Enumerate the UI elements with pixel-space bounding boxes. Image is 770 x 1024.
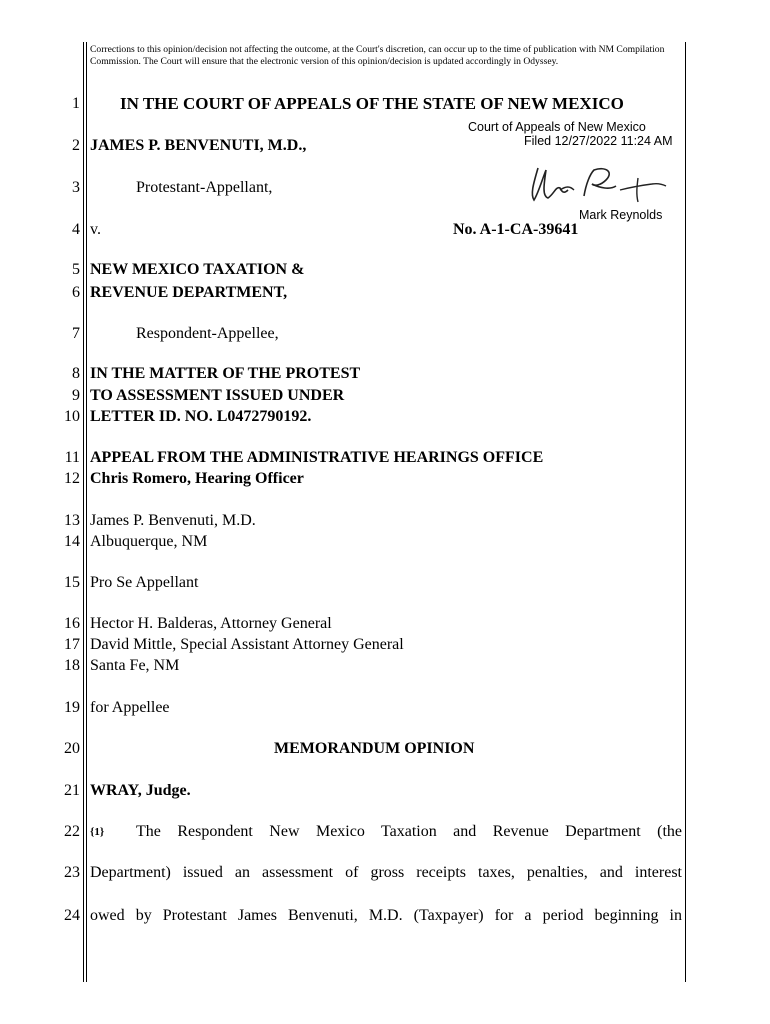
- line-number: 23: [64, 864, 80, 881]
- line-number: 24: [64, 907, 80, 924]
- signature-graphic: [520, 160, 670, 215]
- appellee-name-line1: NEW MEXICO TAXATION &: [90, 261, 305, 278]
- body-line-24: owed by Protestant James Benvenuti, M.D. (Taxpayer) for a period beginning in: [90, 907, 682, 924]
- line-number: 13: [64, 512, 80, 529]
- signature-name: Mark Reynolds: [579, 208, 663, 222]
- appellee-name-line2: REVENUE DEPARTMENT,: [90, 284, 288, 301]
- case-number: No. A-1-CA-39641: [453, 221, 579, 238]
- line-number: 22: [64, 823, 80, 840]
- line-number: 16: [64, 615, 80, 632]
- opinion-heading: MEMORANDUM OPINION: [274, 740, 475, 757]
- line-number: 11: [64, 449, 80, 466]
- appellant-name: JAMES P. BENVENUTI, M.D.,: [90, 137, 307, 154]
- versus: v.: [90, 221, 101, 238]
- line-number: 7: [72, 325, 80, 342]
- left-margin-rule: [83, 42, 84, 982]
- line-number: 4: [72, 221, 80, 238]
- matter-line3: LETTER ID. NO. L0472790192.: [90, 408, 312, 425]
- matter-line1: IN THE MATTER OF THE PROTEST: [90, 365, 361, 382]
- appellant-counsel-name: James P. Benvenuti, M.D.: [90, 512, 256, 529]
- matter-line2: TO ASSESSMENT ISSUED UNDER: [90, 387, 345, 404]
- paragraph-marker: {1}: [90, 826, 105, 838]
- line-number: 3: [72, 179, 80, 196]
- appellee-counsel-label: for Appellee: [90, 699, 170, 716]
- line-number: 9: [72, 387, 80, 404]
- line-number: 6: [72, 284, 80, 301]
- line-number: 10: [64, 408, 80, 425]
- filing-stamp-court: Court of Appeals of New Mexico: [468, 120, 646, 134]
- appellant-counsel-label: Pro Se Appellant: [90, 574, 199, 591]
- appellee-counsel-line3: Santa Fe, NM: [90, 657, 180, 674]
- line-number: 5: [72, 261, 80, 278]
- line-number: 17: [64, 636, 80, 653]
- body-line-23: Department) issued an assessment of gross receipts taxes, penalties, and interest: [90, 864, 682, 881]
- left-margin-rule-inner: [86, 42, 87, 982]
- court-title: IN THE COURT OF APPEALS OF THE STATE OF NEW MEXICO: [120, 94, 624, 113]
- line-number: 19: [64, 699, 80, 716]
- appellant-counsel-city: Albuquerque, NM: [90, 533, 208, 550]
- filing-stamp-date: Filed 12/27/2022 11:24 AM: [524, 134, 673, 148]
- line-number: 20: [64, 740, 80, 757]
- corrections-notice: Corrections to this opinion/decision not affecting the outcome, at the Court's discretion, can occur up to the time of publication with NM Compilation Commission. The Court will ensure that the electronic version of this opinion/decision is updated accordingly in Odyssey.: [90, 44, 665, 67]
- judge-name: WRAY, Judge.: [90, 782, 191, 799]
- line-number: 1: [72, 95, 80, 112]
- line-number: 14: [64, 533, 80, 550]
- right-margin-rule: [685, 42, 686, 982]
- line-number: 15: [64, 574, 80, 591]
- line-number: 8: [72, 365, 80, 382]
- line-number: 2: [72, 137, 80, 154]
- appellee-counsel-line1: Hector H. Balderas, Attorney General: [90, 615, 332, 632]
- line-number: 18: [64, 657, 80, 674]
- appellee-counsel-line2: David Mittle, Special Assistant Attorney General: [90, 636, 404, 653]
- body-line-22: The Respondent New Mexico Taxation and Revenue Department (the: [136, 823, 682, 840]
- line-number: 12: [64, 470, 80, 487]
- appellant-role: Protestant-Appellant,: [136, 179, 273, 196]
- appellee-role: Respondent-Appellee,: [136, 325, 279, 342]
- line-number: 21: [64, 782, 80, 799]
- hearing-officer: Chris Romero, Hearing Officer: [90, 470, 304, 487]
- appeal-from: APPEAL FROM THE ADMINISTRATIVE HEARINGS OFFICE: [90, 449, 544, 466]
